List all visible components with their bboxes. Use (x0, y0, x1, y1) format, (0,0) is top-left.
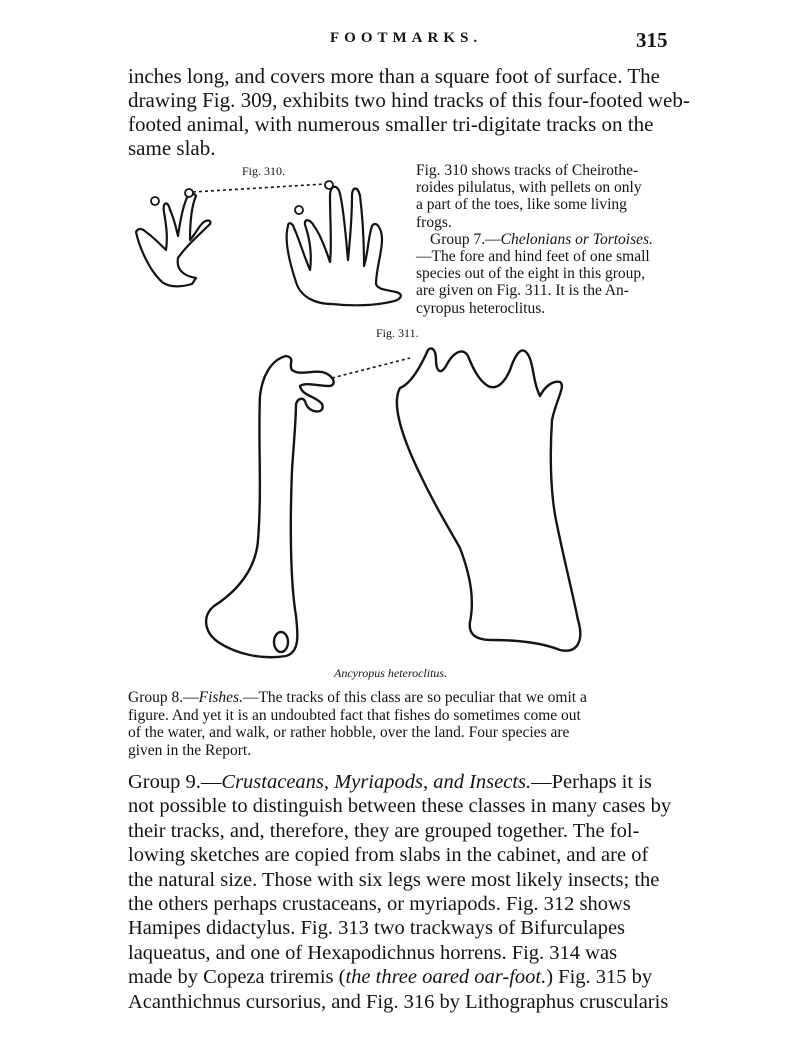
text-line: inches long, and covers more than a square foot of surface. The (128, 64, 661, 88)
group7-prefix: Group 7.— (430, 230, 501, 248)
text-line: the others perhaps crustaceans, or myriapods. Fig. 312 shows (128, 893, 631, 916)
oar-line-italic: the three oared oar-foot. (345, 966, 547, 989)
text-line: not possible to distinguish between these classes in many cases by (128, 795, 672, 818)
oar-line-start: made by Copeza triremis ( (128, 966, 346, 989)
text-line: cyropus heteroclitus. (416, 299, 546, 317)
text-line: lowing sketches are copied from slabs in the cabinet, and are of (128, 844, 649, 867)
fig311-label: Fig. 311. (376, 326, 419, 340)
hind-foot-outline (397, 348, 580, 650)
text-line: drawing Fig. 309, exhibits two hind tracks of this four-footed web- (128, 88, 690, 112)
text-line: same slab. (128, 136, 216, 160)
fore-foot-outline (206, 356, 334, 657)
group8-paragraph (128, 689, 688, 759)
group8-first-line (128, 689, 688, 707)
text-line: footed animal, with numerous smaller tri-digitate tracks on the (128, 112, 654, 136)
text-line: roides pilulatus, with pellets on only (416, 179, 642, 197)
text-line: species out of the eight in this group, (416, 265, 646, 283)
text-line: are given on Fig. 311. It is the An- (416, 282, 629, 300)
oar-foot-line (128, 965, 688, 989)
text-line: laqueatus, and one of Hexapodichnus horrens. Fig. 314 was (128, 941, 618, 964)
group8-first-rest: —The tracks of this class are so peculiar that we omit a (242, 689, 587, 706)
fig311-caption: Ancyropus heteroclitus. (334, 666, 448, 680)
text-line: figure. And yet it is an undoubted fact that fishes do sometimes come out (128, 706, 581, 724)
group9-prefix: Group 9.— (128, 771, 222, 793)
text-line: Acanthichnus cursorius, and Fig. 316 by Lithographus cruscularis (128, 990, 669, 1013)
group9-first-line (128, 770, 688, 794)
group8-title: Fishes. (198, 689, 243, 706)
text-line: Hamipes didactylus. Fig. 313 two trackways of Bifurculapes (128, 917, 626, 940)
group9-paragraph (128, 770, 688, 1014)
running-title: FOOTMARKS. (330, 30, 483, 46)
text-line: the natural size. Those with six legs were most likely insects; the (128, 868, 660, 891)
text-line: given in the Report. (128, 741, 252, 759)
group7-title: Chelonians or Tortoises. (500, 230, 653, 248)
heel-pad (274, 632, 288, 652)
text-line: —The fore and hind feet of one small (416, 248, 650, 266)
page-number: 315 (636, 28, 668, 52)
oar-line-end: ) Fig. 315 by (546, 966, 653, 989)
connector-line (332, 358, 410, 378)
group8-prefix: Group 8.— (128, 689, 199, 706)
text-line: of the water, and walk, or rather hobble, over the land. Four species are (128, 724, 570, 742)
text-line: frogs. (416, 213, 452, 231)
group9-first-rest: —Perhaps it is (531, 771, 652, 793)
fig310-label: Fig. 310. (242, 164, 286, 178)
text-line: their tracks, and, therefore, they are grouped together. The fol- (128, 819, 640, 842)
text-line: Fig. 310 shows tracks of Cheirothe- (416, 162, 639, 179)
text-line: a part of the toes, like some living (416, 196, 627, 214)
group9-title: Crustaceans, Myriapods, and Insects. (221, 771, 532, 793)
